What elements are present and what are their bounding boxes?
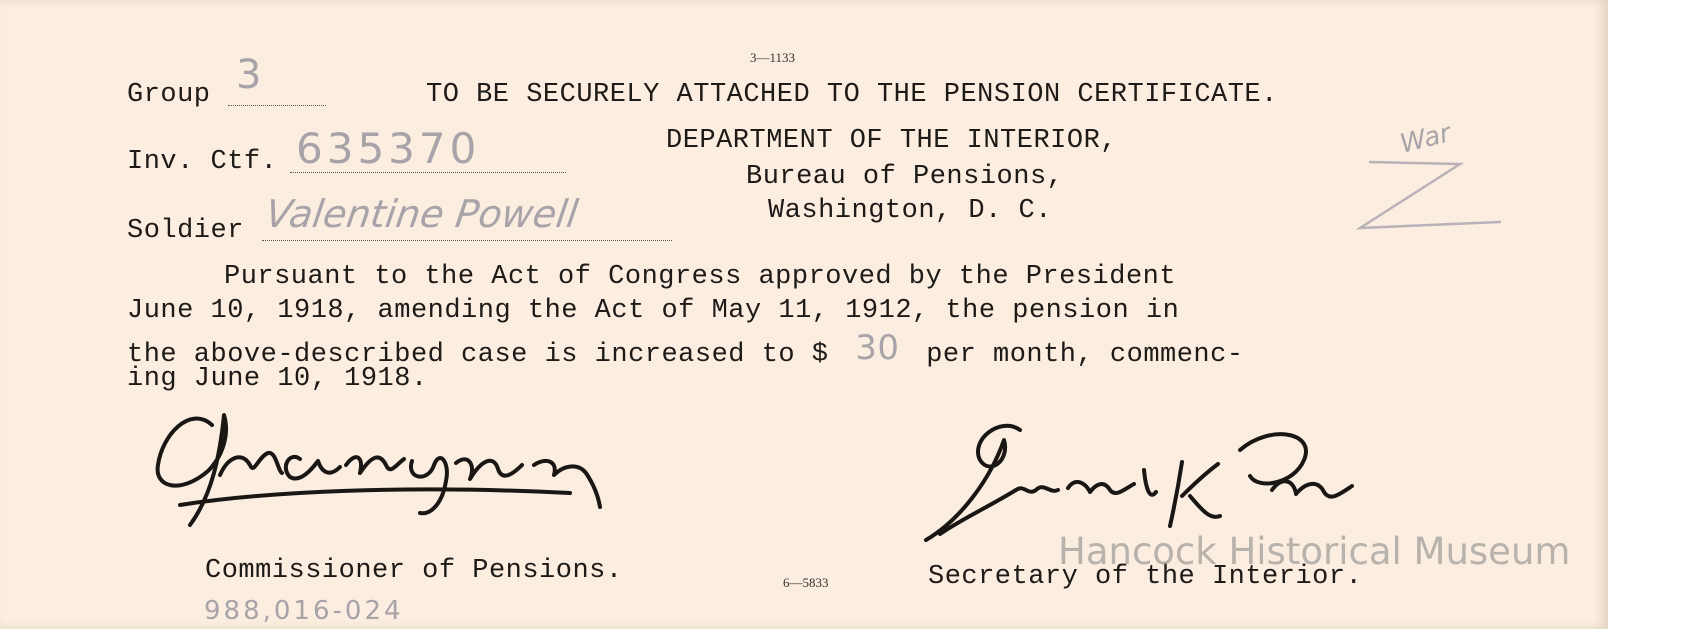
secretary-title: Secretary of the Interior.: [928, 562, 1363, 592]
form-number: 3—1133: [750, 50, 796, 65]
ctf-value: 635370: [296, 124, 481, 173]
group-label: Group: [127, 80, 211, 110]
bureau-line: Bureau of Pensions,: [746, 162, 1064, 192]
commissioner-signature: [150, 395, 670, 545]
body-line-1: Pursuant to the Act of Congress approved by the President: [224, 262, 1177, 292]
group-value: 3: [236, 52, 262, 98]
soldier-label: Soldier: [127, 216, 244, 246]
soldier-value: Valentine Powell: [262, 192, 581, 236]
scan-background: [1608, 0, 1700, 629]
commissioner-title: Commissioner of Pensions.: [205, 556, 623, 586]
group-line: [228, 105, 326, 106]
department-title: DEPARTMENT OF THE INTERIOR,: [666, 126, 1117, 156]
body-line-3-before: the above-described case is increased to $: [127, 340, 829, 370]
body-line-4: ing June 10, 1918.: [127, 364, 428, 394]
body-line-3-after: per month, commenc-: [926, 340, 1244, 370]
body-line-2: June 10, 1918, amending the Act of May 11, 1912, the pension in: [127, 296, 1180, 326]
margin-note: War: [1397, 118, 1454, 160]
bottom-pencil-note: 988,016-024: [204, 596, 404, 626]
pencil-mark: [1350, 150, 1510, 240]
soldier-line: [262, 240, 672, 241]
watermark: Hancock Historical Museum: [1058, 530, 1571, 573]
ctf-label: Inv. Ctf.: [127, 147, 278, 177]
header-line: TO BE SECURELY ATTACHED TO THE PENSION CERTIFICATE.: [426, 80, 1278, 110]
footer-code: 6—5833: [783, 575, 829, 590]
pension-amount: 30: [855, 328, 900, 368]
city-line: Washington, D. C.: [768, 196, 1052, 226]
